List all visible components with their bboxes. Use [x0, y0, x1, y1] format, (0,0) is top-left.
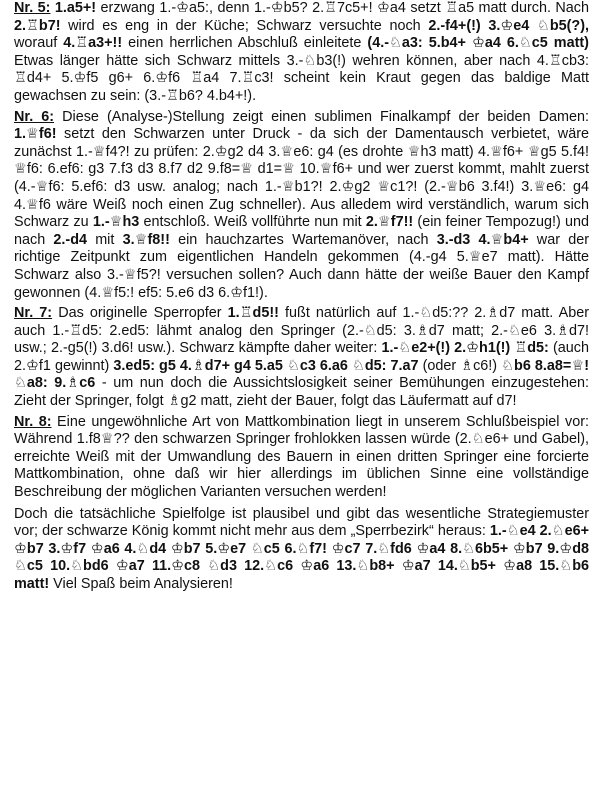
- solution-nr-8: [14, 414, 589, 502]
- commentary-text: worauf: [14, 35, 64, 52]
- commentary-text: (oder ♗c6!): [418, 357, 502, 374]
- commentary-text: fußt natürlich auf 1.-♘d5:?? 2.♗d7 matt. Aber auch 1.-♖d5: 2.ed5: lähmt analog den Springer (2.-♘d5: 3.♗d7 matt; 2.-♘e6 3.♗d7! usw.; 2.-g5(!) 3.d6! usw.). Schwarz kämpfte daher weiter:: [14, 305, 589, 357]
- move-sequence: ♘b6 8.a8=♕! ♘a8: 9.♗c6: [14, 357, 590, 392]
- move-sequence: 3.♕f8!!: [122, 231, 170, 248]
- move-sequence: 1.-♕h3: [92, 214, 140, 231]
- solution-heading: Nr. 5:: [14, 0, 51, 16]
- move-sequence: 2.-f4+(!) 3.♔e4 ♘b5(?),: [428, 17, 590, 34]
- commentary-text: mit: [87, 231, 123, 248]
- commentary-text: Doch die tatsächliche Spielfolge ist plausibel und gibt das wesentliche Strategiemuster vor; der schwarze König kommt nicht mehr aus dem „Sperrbezirk“ heraus:: [14, 505, 589, 540]
- move-sequence: 2.-d4: [53, 231, 87, 248]
- move-sequence: 1.♖d5!!: [227, 305, 279, 322]
- commentary-text: wird es eng in der Küche; Schwarz versuchte noch: [60, 17, 429, 34]
- commentary-text: Das originelle Sperropfer: [52, 305, 228, 322]
- move-sequence: 2.♕f7!!: [365, 214, 414, 231]
- move-sequence: 3.ed5: g5 4.♗d7+ g4 5.a5 ♘c3 6.a6 ♘d5: 7.a7: [113, 357, 419, 374]
- closing-paragraph: [14, 506, 589, 594]
- commentary-text: (ein feiner Tempozug!) und nach: [14, 214, 589, 248]
- move-sequence: (4.-♘a3: 5.b4+ ♔a4 6.♘c5 matt): [367, 35, 589, 52]
- commentary-text: (auch 2.♔f1 gewinnt): [14, 340, 589, 374]
- commentary-text: setzt den Schwarzen unter Druck - da sich der Damentausch verbietet, wäre zunächst 1.-♕f4?! zu prüfen: 2.♔g2 d4 3.♕e6: g4 (es drohte ♕h3 matt) 4.♕f6+ ♕g5 5.f4! ♕f6: 6.ef6: g3 7.f3 d3 8.f7 d2 9.f8=♕ d1=♕ 10.♕f6+ und wer zuerst kommt, mahlt zuerst (4.-♕f6: 5.ef6: d3 usw. analog; nach 1.-♕b1?! 2.♔g2 ♕c1?! (2.-♕b6 3.f4!) 3.♕e6: g4 4.♕f6 wäre Weiß noch einen Zug schneller). Aus alledem wird verständlich, warum sich Schwarz zu: [14, 126, 589, 231]
- solution-nr-7: [14, 305, 589, 411]
- commentary-text: Etwas länger hätte sich Schwarz mittels 3.-♘b3(!) wehren können, aber nach 4.♖cb3: ♖d4+ 5.♔f5 g6+ 6.♔f6 ♖a4 7.♖c3! scheint kein Kraut gegen das baldige Matt gewachsen zu sein: (3.-♖b6? 4.b4+!).: [14, 52, 589, 104]
- move-sequence: 4.♖a3+!!: [63, 35, 123, 52]
- commentary-text: Viel Spaß beim Analysieren!: [49, 576, 233, 592]
- solution-heading: Nr. 7:: [14, 305, 53, 322]
- commentary-text: war der richtige Zeitpunkt zum eigentlichen Handeln gekommen (4.-g4 5.♕e7 matt). Hätte Schwarz also 3.-♕f5?! versuchen sollen? Auch dann hätte der weiße Bauer den Kampf gewonnen (4.♕f5:! ef5: 5.e6 d3 6.♔f1!).: [14, 231, 589, 301]
- commentary-text: - um nun doch die Aussichtslosigkeit seiner Bemühungen einzugestehen: Zieht der Springer, folgt ♗g2 matt, zieht der Bauer, folgt das Läufermatt auf d7!: [14, 375, 590, 410]
- solution-nr-6: [14, 109, 589, 303]
- move-sequence: 1.♕f6!: [14, 126, 57, 143]
- solution-heading: Nr. 8:: [14, 413, 52, 430]
- move-sequence: 3.-d3 4.♕b4+: [436, 231, 529, 248]
- commentary-text: Eine ungewöhnliche Art von Mattkombination liegt in unserem Schlußbeispiel vor: Während 1.f8♕?? den schwarzen Springer frohlokken lassen würde (2.♘e6+ und Gabel), erreichte Weiß mit der Umwandlung des Bauern in einen dritten Springer eine forcierte Mattkombination, ohne daß wir hier allerdings im üblichen Sinne eine vollständige Beschreibung der möglichen Varianten versuchen werden!: [14, 413, 589, 501]
- move-sequence: 1.-♘e2+(!) 2.♔h1(!) ♖d5:: [381, 340, 549, 357]
- solution-nr-5: [14, 0, 589, 106]
- move-sequence: 1.-♘e4 2.♘e6+ ♔b7 3.♔f7 ♔a6 4.♘d4 ♔b7 5.♔e7 ♘c5 6.♘f7! ♔c7 7.♘fd6 ♔a4 8.♘6b5+ ♔b7 9.♔d8 ♘c5 10.♘bd6 ♔a7 11.♔c8 ♘d3 12.♘c6 ♔a6 13.♘b8+ ♔a7 14.♘b5+ ♔a8 15.♘b6 matt!: [14, 523, 589, 592]
- commentary-text: erzwang 1.-♔a5:, denn 1.-♔b5? 2.♖7c5+! ♔a4 setzt ♖a5 matt durch. Nach: [96, 0, 589, 16]
- commentary-text: Diese (Analyse-)Stellung zeigt einen sublimen Finalkampf der beiden Damen:: [54, 108, 589, 125]
- commentary-text: einen herrlichen Abschluß einleitete: [122, 35, 368, 52]
- solution-heading: Nr. 6:: [14, 108, 55, 125]
- move-sequence: 2.♖b7!: [14, 17, 61, 34]
- commentary-text: entschloß. Weiß vollführte nun mit: [139, 214, 366, 231]
- commentary-text: ein hauchzartes Wartemanöver, nach: [169, 231, 437, 248]
- move-sequence: 1.a5+!: [54, 0, 97, 16]
